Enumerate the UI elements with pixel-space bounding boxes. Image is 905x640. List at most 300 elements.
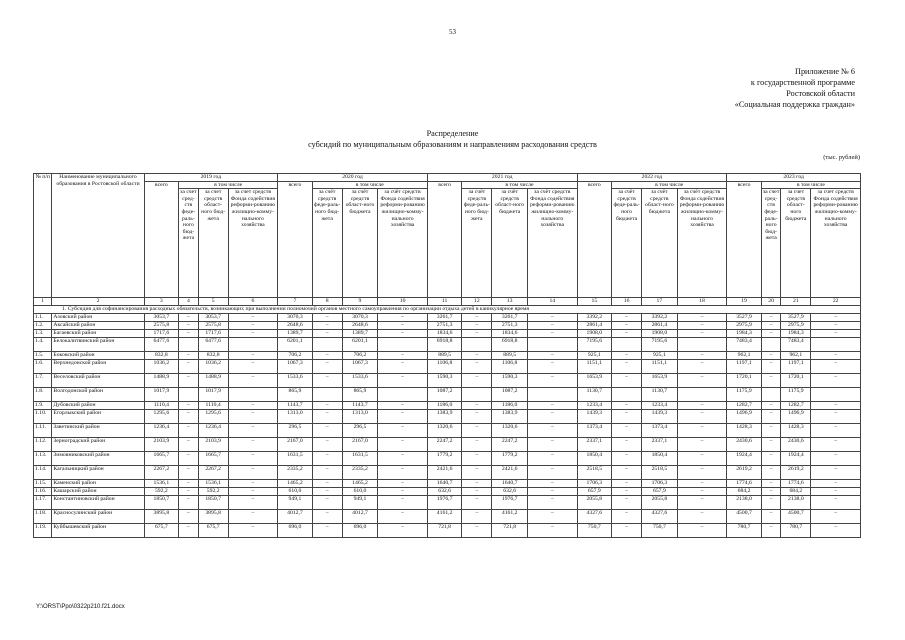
municipality-name: Кашарский район	[52, 488, 144, 496]
row-number: 1.1.	[34, 314, 52, 322]
header-incl: в том числе	[312, 181, 427, 189]
title-line: субсидий по муниципальным образованиям и направлениям расходования средств	[308, 140, 597, 149]
header-subcol: за счет средств Фонда содействия реформи-рованию жилищно-комму-нального хозяйства	[811, 189, 861, 298]
table-cell: 1175,9	[781, 388, 811, 402]
table-cell: –	[179, 524, 199, 538]
table-cell: 1282,7	[727, 402, 762, 410]
table-cell: –	[612, 438, 642, 452]
table-cell: –	[761, 410, 781, 424]
table-cell: 925,1	[642, 352, 678, 360]
table-cell: 1536,1	[144, 480, 179, 488]
municipality-name: Аксайский район	[52, 322, 144, 330]
table-cell: –	[312, 402, 342, 410]
table-cell: –	[761, 314, 781, 322]
table-cell: 2430,6	[727, 438, 762, 452]
table-cell: –	[378, 402, 428, 410]
header-year: 2022 год	[577, 174, 727, 182]
table-cell: 1717,6	[198, 330, 228, 338]
table-cell: 750,7	[642, 524, 678, 538]
table-cell: –	[228, 410, 278, 424]
row-number: 1.9.	[34, 402, 52, 410]
table-cell: –	[612, 410, 642, 424]
table-cell	[312, 388, 342, 402]
table-cell: –	[612, 452, 642, 466]
column-number: 16	[612, 298, 642, 306]
column-number: 19	[727, 298, 762, 306]
header-subcol: за счет средств област-ного бюджета	[781, 189, 811, 298]
table-row	[34, 466, 861, 480]
column-number: 2	[52, 298, 144, 306]
table-row	[34, 424, 861, 438]
table-cell: 1924,4	[727, 452, 762, 466]
header-year: 2023 год	[727, 174, 861, 182]
table-cell: –	[761, 488, 781, 496]
table-cell: 1631,5	[278, 452, 313, 466]
municipality-name: Зимовниковский район	[52, 452, 144, 466]
table-row	[34, 438, 861, 452]
table-cell: –	[677, 352, 727, 360]
table-cell: –	[179, 374, 199, 388]
municipality-name: Дубовский район	[52, 402, 144, 410]
table-cell: –	[462, 402, 492, 410]
table-cell: –	[378, 510, 428, 524]
table-cell: –	[228, 374, 278, 388]
table-cell: –	[761, 352, 781, 360]
column-number: 21	[781, 298, 811, 306]
table-row	[34, 388, 861, 402]
table-cell: 1295,6	[198, 410, 228, 424]
table-cell: 1984,3	[727, 330, 762, 338]
table-cell: –	[612, 360, 642, 374]
table-cell: –	[312, 452, 342, 466]
header-subcol: за счёт средств Фонда содействия реформи-рованию жилищно-комму-нального хозяйства	[677, 189, 727, 298]
table-cell: 7195,6	[577, 338, 612, 352]
table-cell: –	[528, 360, 578, 374]
table-cell: –	[677, 466, 727, 480]
header-subcol: за счёт средств феде-раль-ного бюджета	[612, 189, 642, 298]
table-cell: 1175,9	[727, 388, 762, 402]
table-row	[34, 452, 861, 466]
table-cell: 1908,0	[577, 330, 612, 338]
row-number: 1.14.	[34, 466, 52, 480]
table-cell: 3070,3	[342, 314, 378, 322]
header-year: 2021 год	[427, 174, 577, 182]
table-cell: –	[462, 322, 492, 330]
table-cell	[528, 338, 578, 352]
table-cell: 706,2	[342, 352, 378, 360]
table-cell	[378, 338, 428, 352]
table-cell: 2861,4	[577, 322, 612, 330]
row-number: 1.4.	[34, 338, 52, 352]
table-cell	[677, 338, 727, 352]
table-cell: –	[811, 352, 861, 360]
table-cell: 1428,3	[727, 424, 762, 438]
table-cell: –	[228, 452, 278, 466]
header-subcol: за счет сред-ств феде-раль-ного бюд-жета	[761, 189, 781, 298]
table-cell	[462, 388, 492, 402]
table-cell: 1389,7	[278, 330, 313, 338]
table-cell: –	[528, 496, 578, 510]
table-cell: 780,7	[727, 524, 762, 538]
table-cell: 2247,2	[427, 438, 462, 452]
table-cell: 4161,2	[427, 510, 462, 524]
table-cell: –	[811, 496, 861, 510]
table-cell: –	[312, 360, 342, 374]
table-cell: –	[761, 330, 781, 338]
table-cell: –	[612, 322, 642, 330]
table-cell: –	[179, 410, 199, 424]
table-cell: 684,2	[781, 488, 811, 496]
table-cell: –	[612, 352, 642, 360]
table-cell: 1320,6	[492, 424, 528, 438]
table-cell: –	[312, 410, 342, 424]
table-cell: –	[528, 510, 578, 524]
table-cell: –	[811, 424, 861, 438]
table-cell: 1143,7	[278, 402, 313, 410]
table-cell: –	[462, 480, 492, 488]
table-cell: –	[378, 466, 428, 480]
table-cell: 1197,1	[781, 360, 811, 374]
table-cell: 696,0	[342, 524, 378, 538]
header-row	[34, 174, 861, 182]
table-cell: 1779,2	[427, 452, 462, 466]
table-cell: 1720,1	[727, 374, 762, 388]
table-cell: 3392,2	[577, 314, 612, 322]
table-row	[34, 338, 861, 352]
table-cell: –	[228, 322, 278, 330]
table-cell: –	[228, 480, 278, 488]
table-cell: 1130,7	[577, 388, 612, 402]
table-cell: 4161,2	[492, 510, 528, 524]
table-cell: 1496,9	[727, 410, 762, 424]
table-cell: 4327,6	[577, 510, 612, 524]
table-cell: –	[179, 360, 199, 374]
table-cell: 7483,4	[781, 338, 811, 352]
table-cell: 865,9	[278, 388, 313, 402]
table-cell: 1186,0	[427, 402, 462, 410]
table-row	[34, 488, 861, 496]
table-cell: –	[228, 524, 278, 538]
table-cell: 7483,4	[727, 338, 762, 352]
table-cell	[462, 338, 492, 352]
table-cell: 1313,0	[342, 410, 378, 424]
table-cell: –	[179, 424, 199, 438]
row-number: 1.19.	[34, 524, 52, 538]
table-cell: 4500,7	[781, 510, 811, 524]
table-row	[34, 374, 861, 388]
table-cell: 1017,9	[144, 388, 179, 402]
table-cell: 1383,9	[427, 410, 462, 424]
table-cell: –	[761, 402, 781, 410]
municipality-name: Куйбышевский район	[52, 524, 144, 538]
row-number: 1.15.	[34, 480, 52, 488]
table-cell: –	[312, 330, 342, 338]
table-cell: 1850,4	[642, 452, 678, 466]
column-number: 15	[577, 298, 612, 306]
table-cell: 6201,1	[278, 338, 313, 352]
header-subcol: за счёт средств феде-раль-ного бюд-жета	[312, 189, 342, 298]
table-cell: 1151,1	[642, 360, 678, 374]
table-cell: 296,5	[278, 424, 313, 438]
row-number: 1.3.	[34, 330, 52, 338]
table-cell: 1834,6	[427, 330, 462, 338]
table-cell: 2337,1	[642, 438, 678, 452]
column-number: 7	[278, 298, 313, 306]
row-number: 1.17.	[34, 496, 52, 510]
file-path-footer: Y:\ORST\Ppo\0322p210.f21.docx	[36, 604, 125, 610]
table-cell: –	[677, 360, 727, 374]
table-cell: –	[761, 438, 781, 452]
table-cell: 610,0	[342, 488, 378, 496]
table-cell: 1373,4	[642, 424, 678, 438]
table-cell: 6201,1	[342, 338, 378, 352]
table-cell: –	[761, 480, 781, 488]
municipality-name: Багаевский район	[52, 330, 144, 338]
column-number: 8	[312, 298, 342, 306]
table-row	[34, 496, 861, 510]
table-cell: 2975,9	[781, 322, 811, 330]
table-cell: –	[378, 352, 428, 360]
table-cell: –	[228, 466, 278, 480]
table-cell: –	[761, 322, 781, 330]
table-cell: –	[228, 360, 278, 374]
column-number: 12	[462, 298, 492, 306]
header-subcol: за счет средств Фонда содействия реформи-рованию жилищно-комму-нального хозяйства	[228, 189, 278, 298]
appendix-line: «Социальная поддержка граждан»	[734, 100, 855, 109]
row-number: 1.10.	[34, 410, 52, 424]
table-cell: 1067,3	[278, 360, 313, 374]
municipality-name: Зерноградский район	[52, 438, 144, 452]
table-cell: –	[761, 510, 781, 524]
table-cell: 3895,8	[198, 510, 228, 524]
table-cell: –	[462, 314, 492, 322]
table-cell: 1924,4	[781, 452, 811, 466]
table-cell: 1665,7	[144, 452, 179, 466]
table-cell: –	[228, 488, 278, 496]
table-cell: –	[761, 360, 781, 374]
table-cell: –	[677, 480, 727, 488]
header-incl: в том числе	[179, 181, 278, 189]
table-cell: –	[462, 496, 492, 510]
table-cell: 1313,0	[278, 410, 313, 424]
table-cell: –	[462, 424, 492, 438]
table-row	[34, 330, 861, 338]
table-cell: 6477,6	[198, 338, 228, 352]
table-cell: 632,6	[492, 488, 528, 496]
column-number: 17	[642, 298, 678, 306]
row-number: 1.18.	[34, 510, 52, 524]
table-cell: –	[811, 524, 861, 538]
units-label: (тыс. рублей)	[823, 154, 860, 161]
table-row	[34, 314, 861, 322]
table-cell: –	[312, 496, 342, 510]
table-cell: 949,1	[342, 496, 378, 510]
table-cell: 1976,7	[427, 496, 462, 510]
table-cell: –	[528, 402, 578, 410]
title-line: Распределение	[426, 129, 479, 138]
header-subcol: за счёт средств област-ного бюджета	[342, 189, 378, 298]
table-cell: –	[462, 524, 492, 538]
table-cell: –	[378, 322, 428, 330]
table-cell	[612, 388, 642, 402]
table-cell: 2648,6	[342, 322, 378, 330]
table-cell: 1295,6	[144, 410, 179, 424]
table-cell: 1428,3	[781, 424, 811, 438]
table-cell: –	[312, 314, 342, 322]
table-cell	[228, 338, 278, 352]
table-cell: 1017,9	[198, 388, 228, 402]
table-cell: –	[528, 480, 578, 488]
row-number: 1.7.	[34, 374, 52, 388]
table-cell: 1110,4	[144, 402, 179, 410]
table-cell: 1067,3	[342, 360, 378, 374]
table-cell: 1106,8	[427, 360, 462, 374]
table-cell: –	[677, 524, 727, 538]
table-cell: –	[378, 330, 428, 338]
table-cell: –	[312, 424, 342, 438]
header-total: всего	[577, 181, 612, 298]
table-cell: –	[528, 410, 578, 424]
table-cell: 2518,5	[642, 466, 678, 480]
column-number: 11	[427, 298, 462, 306]
table-cell: 1130,7	[642, 388, 678, 402]
table-cell: –	[179, 466, 199, 480]
table-cell: –	[612, 330, 642, 338]
header-total: всего	[278, 181, 313, 298]
table-cell: –	[677, 314, 727, 322]
section-title: 1. Субсидия для софинансирования расходных обязательств, возникающих при выполнении полномочий органов местного самоуправления по организации отдыха детей в каникулярное время	[34, 306, 861, 314]
table-cell: 1774,6	[781, 480, 811, 488]
row-number: 1.16.	[34, 488, 52, 496]
table-cell: 1640,7	[492, 480, 528, 488]
table-cell: –	[179, 314, 199, 322]
table-cell: –	[462, 410, 492, 424]
table-cell: –	[462, 438, 492, 452]
table-cell: 721,8	[492, 524, 528, 538]
table-cell: –	[462, 330, 492, 338]
row-number: 1.11.	[34, 424, 52, 438]
table-cell: 1774,6	[727, 480, 762, 488]
table-cell: 592,2	[144, 488, 179, 496]
table-cell: –	[528, 330, 578, 338]
column-number: 10	[378, 298, 428, 306]
table-cell: 1186,0	[492, 402, 528, 410]
table-cell: 696,0	[278, 524, 313, 538]
table-cell: –	[528, 374, 578, 388]
table-cell: –	[528, 524, 578, 538]
row-number: 1.12.	[34, 438, 52, 452]
table-cell: 1233,4	[642, 402, 678, 410]
municipality-name: Боковский район	[52, 352, 144, 360]
table-cell: 2751,3	[492, 322, 528, 330]
header-subcol: за счет средств област-ного бюд-жета	[198, 189, 228, 298]
table-cell: –	[312, 488, 342, 496]
table-cell: 1706,3	[577, 480, 612, 488]
table-cell: –	[228, 352, 278, 360]
table-cell: 3527,9	[727, 314, 762, 322]
table-cell: 1590,3	[427, 374, 462, 388]
table-cell: 1233,4	[577, 402, 612, 410]
table-cell: 1850,7	[198, 496, 228, 510]
column-number: 22	[811, 298, 861, 306]
table-cell: 2167,0	[278, 438, 313, 452]
table-cell: 832,8	[144, 352, 179, 360]
table-cell: –	[761, 452, 781, 466]
table-cell: –	[378, 480, 428, 488]
column-number: 5	[198, 298, 228, 306]
table-cell: –	[811, 438, 861, 452]
table-cell: 2575,8	[198, 322, 228, 330]
table-cell: 1533,6	[278, 374, 313, 388]
table-cell: 1143,7	[342, 402, 378, 410]
table-cell	[811, 388, 861, 402]
table-cell: –	[179, 402, 199, 410]
table-cell: –	[462, 466, 492, 480]
table-cell: 1706,3	[642, 480, 678, 488]
table-cell: 1439,3	[642, 410, 678, 424]
table-cell: –	[528, 466, 578, 480]
table-cell: –	[761, 424, 781, 438]
table-cell: 962,1	[781, 352, 811, 360]
table-cell: 750,7	[577, 524, 612, 538]
table-cell: –	[811, 322, 861, 330]
table-cell: –	[677, 452, 727, 466]
table-cell: 657,9	[577, 488, 612, 496]
table-cell: 865,9	[342, 388, 378, 402]
table-cell: 4012,7	[278, 510, 313, 524]
table-cell: 1036,2	[198, 360, 228, 374]
table-cell: –	[228, 424, 278, 438]
table-cell: 1036,2	[144, 360, 179, 374]
table-cell: –	[228, 496, 278, 510]
table-cell: 2267,2	[144, 466, 179, 480]
table-cell: 1465,2	[342, 480, 378, 488]
table-cell: –	[811, 402, 861, 410]
table-header	[34, 174, 861, 306]
table-cell: 1236,4	[198, 424, 228, 438]
table-cell: 3053,7	[198, 314, 228, 322]
header-subcol: за счёт средств феде-раль-ного бюд-жета	[462, 189, 492, 298]
table-cell: 3527,9	[781, 314, 811, 322]
table-cell: –	[528, 314, 578, 322]
header-row	[34, 181, 861, 189]
table-cell: 684,2	[727, 488, 762, 496]
table-cell: –	[228, 510, 278, 524]
table-cell: 2421,6	[492, 466, 528, 480]
table-cell: 2975,9	[727, 322, 762, 330]
table-cell: –	[462, 360, 492, 374]
table-cell: –	[312, 466, 342, 480]
table-cell	[378, 388, 428, 402]
table-cell: –	[761, 466, 781, 480]
table-cell	[811, 338, 861, 352]
table-cell: –	[528, 438, 578, 452]
table-cell: 296,5	[342, 424, 378, 438]
table-cell: –	[612, 496, 642, 510]
table-cell: –	[761, 524, 781, 538]
table-cell: 1533,6	[342, 374, 378, 388]
row-number: 1.5.	[34, 352, 52, 360]
table-cell: –	[312, 524, 342, 538]
table-cell: –	[179, 322, 199, 330]
table-cell: –	[378, 524, 428, 538]
table-cell: –	[378, 314, 428, 322]
table-cell: 1106,8	[492, 360, 528, 374]
table-cell: 657,9	[642, 488, 678, 496]
table-cell: 2430,6	[781, 438, 811, 452]
table-cell	[228, 388, 278, 402]
table-cell: –	[612, 314, 642, 322]
